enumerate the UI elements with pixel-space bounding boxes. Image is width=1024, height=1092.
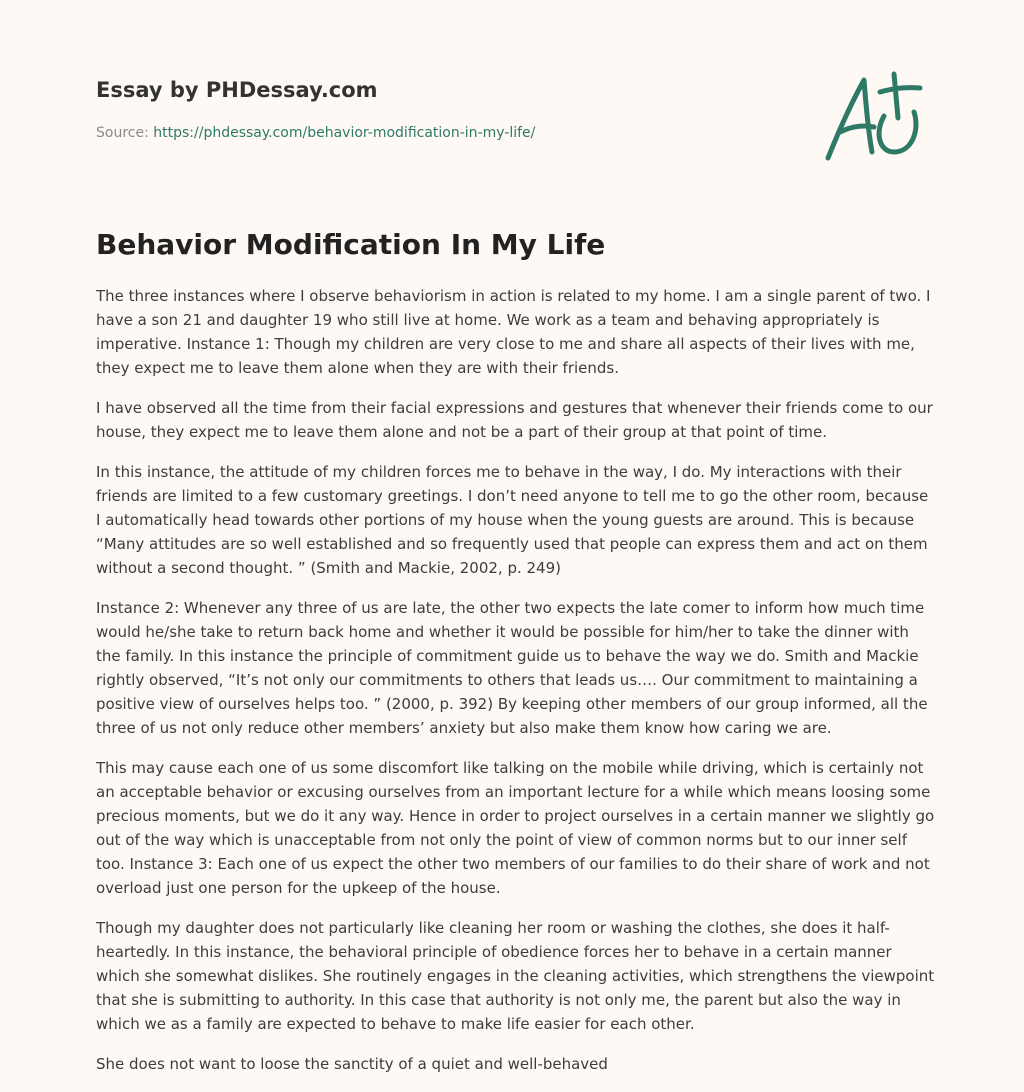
a-plus-logo-icon <box>822 68 926 164</box>
essay-paragraph: Though my daughter does not particularly like cleaning her room or washing the clothes, she does it half-heartedly. In this instance, the behavioral principle of obedience forces her to behave in a certain manner which she somewhat dislikes. She routinely engages in the cleaning activities, which strengthens the viewpoint that she is submitting to authority. In this case that authority is not only me, the parent but also the way in which we as a family are expected to behave to make life easier for each other. <box>96 919 935 1033</box>
essay-paragraph: She does not want to loose the sanctity of a quiet and well-behaved <box>96 1055 608 1073</box>
page-header <box>96 76 816 143</box>
essay-title: Behavior Modification In My Life <box>96 228 606 261</box>
source-label: Source: <box>96 125 154 141</box>
essay-paragraph: The three instances where I observe behaviorism in action is related to my home. I am a single parent of two. I have a son 21 and daughter 19 who still live at home. We work as a team and behaving appropriately is imperative. Instance 1: Though my children are very close to me and share all aspects of their lives with me, they expect me to leave them alone when they are with their friends. <box>96 287 931 377</box>
site-brand: Essay by PHDessay.com <box>96 78 378 102</box>
essay-paragraph: In this instance, the attitude of my children forces me to behave in the way, I do. My interactions with their friends are limited to a few customary greetings. I don’t need anyone to tell me to go the other room, because I automatically head towards other portions of my house when the young guests are around. This is because “Many attitudes are so well established and so frequently used that people can express them and act on them without a second thought. ” (Smith and Mackie, 2002, p. 249) <box>96 463 929 577</box>
essay-paragraph: Instance 2: Whenever any three of us are late, the other two expects the late comer to inform how much time would he/she take to return back home and whether it would be possible for him/her to take the dinner with the family. In this instance the principle of commitment guide us to behave the way we do. Smith and Mackie rightly observed, “It’s not only our commitments to others that leads us…. Our commitment to maintaining a positive view of ourselves helps too. ” (2000, p. 392) By keeping other members of our group informed, all the three of us not only reduce other members’ anxiety but also make them know how caring we are. <box>96 599 928 737</box>
essay-paragraph: I have observed all the time from their facial expressions and gestures that whenever their friends come to our house, they expect me to leave them alone and not be a part of their group at that point of time. <box>96 399 933 441</box>
source-link[interactable]: https://phdessay.com/behavior-modification-in-my-life/ <box>153 125 536 141</box>
source-line <box>96 123 816 143</box>
essay-paragraph: This may cause each one of us some discomfort like talking on the mobile while driving, which is certainly not an acceptable behavior or excusing ourselves from an important lecture for a while which means loosing some precious moments, but we do it any way. Hence in order to project ourselves in a certain manner we slightly go out of the way which is unacceptable from not only the point of view of common norms but to our inner self too. Instance 3: Each one of us expect the other two members of our families to do their share of work and not overload just one person for the upkeep of the house. <box>96 759 935 897</box>
essay-body <box>96 284 936 1092</box>
